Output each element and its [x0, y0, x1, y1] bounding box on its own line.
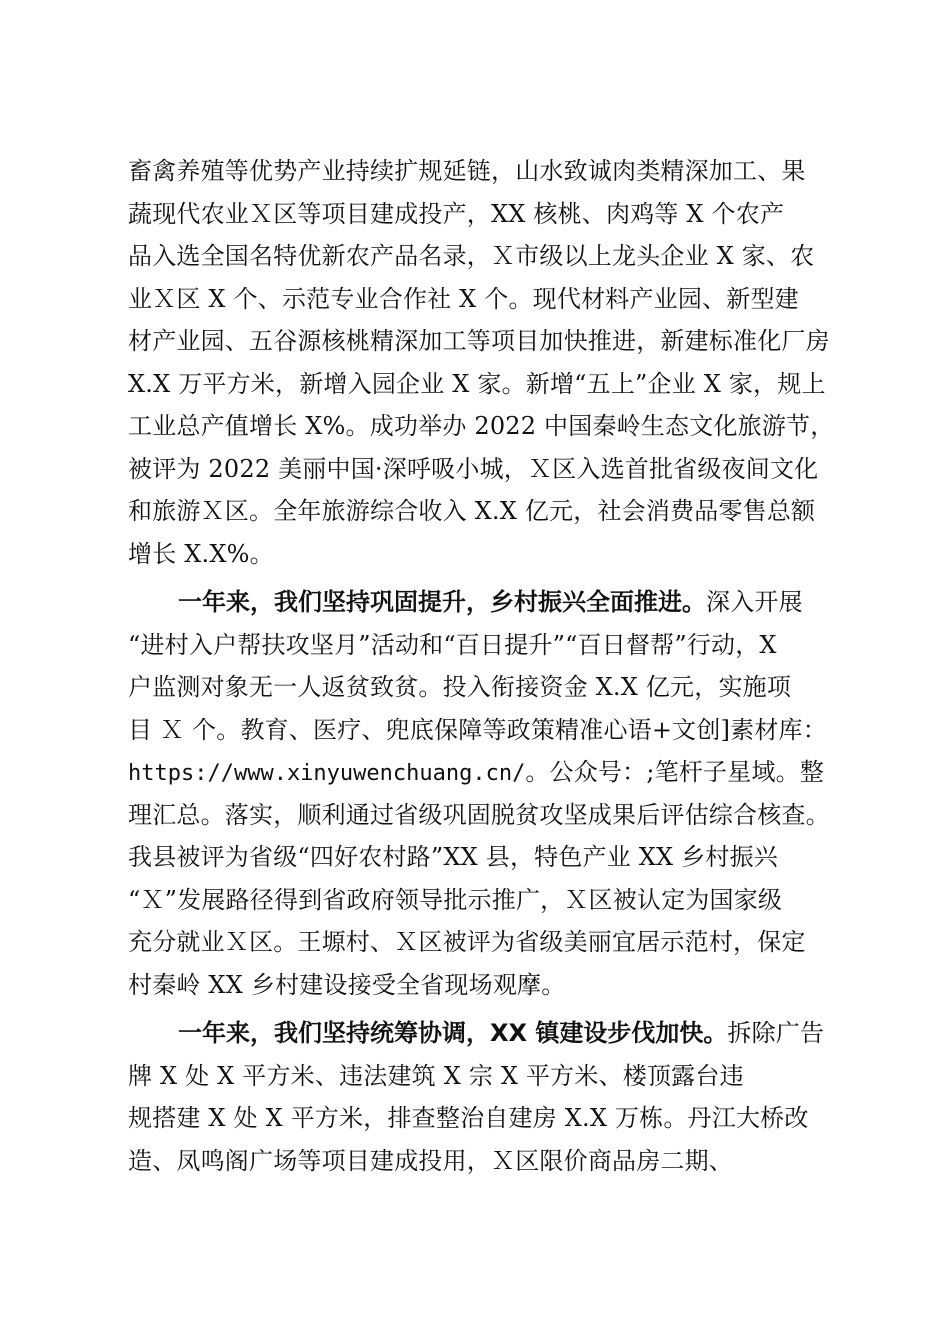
document-body [128, 150, 863, 1182]
paragraph-industry [128, 150, 863, 575]
text-line: “Ｘ”发展路径得到省政府领导批示推广，Ｘ区被认定为国家级 [128, 885, 783, 914]
text-line: 村秦岭 XX 乡村建设接受全省现场观摩。 [128, 970, 566, 999]
text-line: “进村入户帮扶攻坚月”活动和“百日提升”“百日督帮”行动，X [128, 630, 777, 659]
text-line: 材产业园、五谷源核桃精深加工等项目加快推进，新建标准化厂房 [128, 327, 830, 355]
text-line-first [128, 1012, 863, 1055]
text-segment: 。公众号：;笔杆子星域。整 [525, 758, 825, 786]
text-line-url [128, 751, 863, 794]
paragraph-lead-sentence: 一年来，我们坚持统筹协调，XX 镇建设步伐加快。 [178, 1019, 728, 1047]
text-line: 充分就业Ｘ区。王塬村、Ｘ区被评为省级美丽宜居示范村，保定 [128, 928, 806, 956]
paragraph-lead-sentence: 一年来，我们坚持巩固提升，乡村振兴全面推进。 [178, 588, 706, 616]
paragraph-rural-revitalization [128, 581, 863, 1006]
website-url-text: https://www.xinyuwenchuang.cn/ [128, 761, 526, 786]
text-segment: 深入开展 [706, 588, 803, 616]
text-line: 规搭建 X 处 X 平方米，排查整治自建房 X.X 万栋。丹江大桥改 [128, 1104, 809, 1132]
text-line-first [128, 581, 863, 624]
text-line: 增长 X.X%。 [128, 539, 274, 568]
text-line: 我县被评为省级“四好农村路”XX 县，特色产业 XX 乡村振兴 [128, 843, 778, 871]
text-line: 蔬现代农业Ｘ区等项目建成投产，XX 核桃、肉鸡等 X 个农产 [128, 199, 785, 228]
text-line: X.X 万平方米，新增入园企业 X 家。新增“五上”企业 X 家，规上 [128, 369, 826, 398]
paragraph-town-construction [128, 1012, 863, 1182]
text-line: 户监测对象无一人返贫致贫。投入衔接资金 X.X 亿元，实施项 [128, 673, 792, 701]
text-line: 造、凤鸣阁广场等项目建成投用，Ｘ区限价商品房二期、 [128, 1146, 733, 1175]
text-line: 业Ｘ区 X 个、示范专业合作社 X 个。现代材料产业园、新型建 [128, 284, 799, 313]
text-segment: 拆除广告 [727, 1019, 825, 1047]
text-line: 畜禽养殖等优势产业持续扩规延链，山水致诚肉类精深加工、果 [128, 157, 806, 185]
text-line: 被评为 2022 美丽中国·深呼吸小城，Ｘ区入选首批省级夜间文化 [128, 454, 819, 483]
text-line: 牌 X 处 X 平方米、违法建筑 X 宗 X 平方米、楼顶露台违 [128, 1061, 744, 1090]
text-line: 品入选全国名特优新农产品名录，Ｘ市级以上龙头企业 X 家、农 [128, 242, 815, 270]
text-line: 工业总产值增长 X%。成功举办 2022 中国秦岭生态文化旅游节， [128, 412, 835, 440]
text-line: 目 Ｘ 个。教育、医疗、兜底保障等政策精准心语+文创]素材库： [128, 715, 827, 744]
text-line: 和旅游Ｘ区。全年旅游综合收入 X.X 亿元，社会消费品零售总额 [128, 497, 816, 525]
text-line: 理汇总。落实，顺利通过省级巩固脱贫攻坚成果后评估综合核查。 [128, 800, 830, 829]
